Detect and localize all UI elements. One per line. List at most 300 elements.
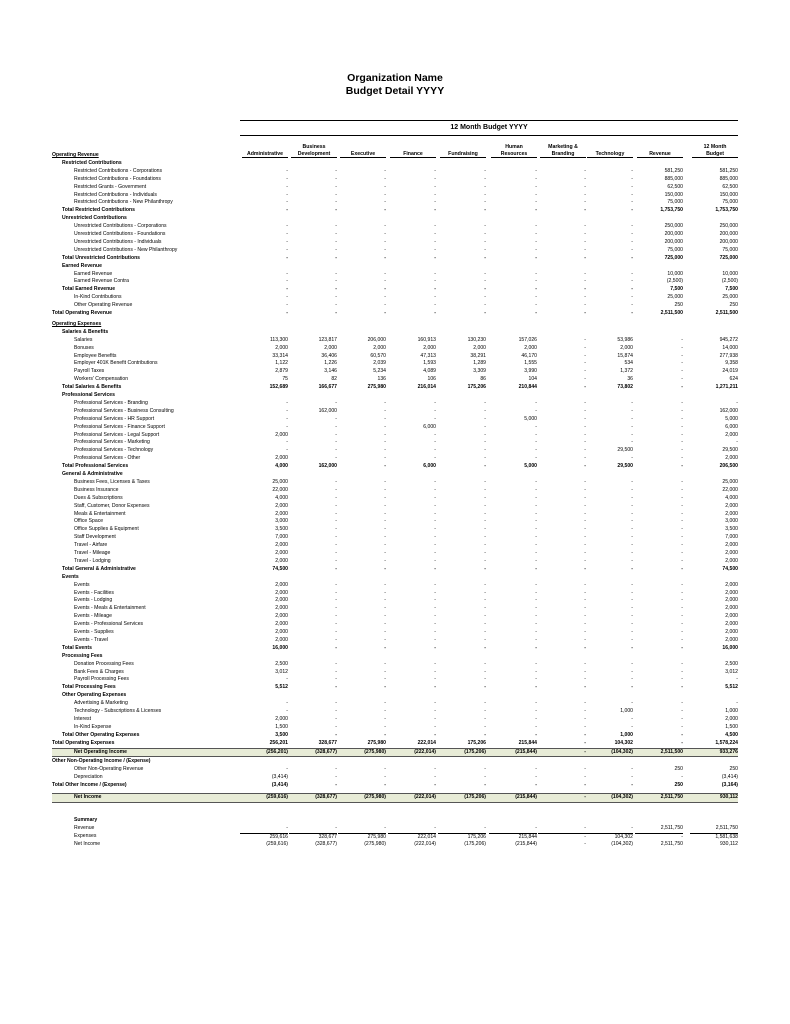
cell-value: - bbox=[335, 605, 337, 612]
row-label: Other Operating Revenue bbox=[74, 302, 133, 309]
cell-value: - bbox=[484, 636, 486, 643]
cell-value: 2,000 bbox=[725, 636, 738, 643]
cell-value: - bbox=[484, 423, 486, 430]
cell-value: 1,753,750 bbox=[660, 207, 683, 214]
cell-value: - bbox=[681, 478, 683, 485]
cell-value: - bbox=[384, 167, 386, 174]
cell-value: - bbox=[535, 175, 537, 182]
cell-value: - bbox=[631, 223, 633, 230]
cell-value: - bbox=[484, 700, 486, 707]
cell-value: - bbox=[584, 597, 586, 604]
cell-value: 1,555 bbox=[524, 360, 537, 367]
table-row bbox=[52, 184, 738, 192]
cell-value: - bbox=[631, 431, 633, 438]
cell-value: - bbox=[631, 589, 633, 596]
cell-value: - bbox=[384, 613, 386, 620]
cell-value: - bbox=[484, 597, 486, 604]
cell-value: - bbox=[434, 629, 436, 635]
cell-value: - bbox=[335, 478, 337, 485]
cell-value: - bbox=[535, 526, 537, 533]
cell-value: 2,000 bbox=[275, 431, 288, 438]
cell-value: - bbox=[584, 384, 586, 391]
cell-value: - bbox=[335, 223, 337, 230]
cell-value: - bbox=[434, 605, 436, 612]
cell-value: - bbox=[484, 278, 486, 285]
table-row bbox=[52, 669, 738, 677]
cell-value: - bbox=[384, 183, 386, 190]
cell-value: (2,500) bbox=[666, 278, 683, 285]
cell-value: - bbox=[584, 794, 586, 800]
table-row bbox=[52, 629, 738, 637]
cell-value: 104 bbox=[528, 376, 537, 383]
cell-value: - bbox=[584, 439, 586, 446]
row-label: Professional Services - Business Consulting bbox=[74, 407, 174, 414]
cell-value: - bbox=[434, 415, 436, 422]
cell-value: - bbox=[681, 518, 683, 525]
cell-value: 2,000 bbox=[725, 629, 738, 635]
cell-value: - bbox=[681, 510, 683, 517]
table-row bbox=[52, 345, 738, 353]
cell-value: - bbox=[681, 589, 683, 596]
cell-value: 4,000 bbox=[275, 463, 288, 470]
cell-value: - bbox=[681, 423, 683, 430]
cell-value: - bbox=[736, 700, 738, 707]
table-row bbox=[52, 708, 738, 716]
row-label: Restricted Contributions - New Philanthropy bbox=[74, 199, 173, 206]
cell-value: - bbox=[535, 708, 537, 714]
row-label: Bank Fees & Charges bbox=[74, 668, 124, 675]
table-row bbox=[52, 310, 738, 318]
row-label: Advertising & Marketing bbox=[74, 700, 128, 707]
table-row bbox=[52, 495, 738, 503]
cell-value: 1,289 bbox=[473, 360, 486, 367]
cell-value: 1,000 bbox=[620, 731, 633, 738]
row-label: Staff, Customer, Donor Expenses bbox=[74, 502, 150, 509]
cell-value: - bbox=[484, 231, 486, 237]
cell-value: - bbox=[535, 231, 537, 237]
cell-value: - bbox=[631, 782, 633, 789]
row-label: Total Restricted Contributions bbox=[62, 207, 135, 214]
row-label: Total General & Administrative bbox=[62, 565, 136, 572]
cell-value: - bbox=[286, 167, 288, 174]
row-label: Events bbox=[62, 573, 79, 580]
cell-value: - bbox=[286, 286, 288, 293]
row-label: Employee Benefits bbox=[74, 352, 117, 359]
cell-value: - bbox=[631, 550, 633, 556]
cell-value: - bbox=[384, 399, 386, 406]
cell-value: 2,000 bbox=[725, 502, 738, 509]
cell-value: - bbox=[335, 207, 337, 214]
cell-value: 2,000 bbox=[725, 431, 738, 438]
cell-value: - bbox=[681, 407, 683, 414]
cell-value: (104,302) bbox=[611, 748, 633, 755]
cell-value: - bbox=[535, 700, 537, 707]
row-label: Events - Travel bbox=[74, 636, 108, 643]
cell-value: 2,000 bbox=[423, 344, 436, 351]
cell-value: 3,990 bbox=[524, 368, 537, 375]
cell-value: - bbox=[484, 589, 486, 596]
table-row bbox=[52, 566, 738, 574]
cell-value: - bbox=[631, 238, 633, 245]
cell-value: 86 bbox=[480, 376, 486, 383]
cell-value: - bbox=[335, 167, 337, 174]
cell-value: - bbox=[384, 510, 386, 517]
table-row bbox=[52, 518, 738, 526]
cell-value: 9,358 bbox=[725, 360, 738, 367]
cell-value: - bbox=[335, 399, 337, 406]
cell-value: - bbox=[681, 439, 683, 446]
cell-value: 725,000 bbox=[664, 254, 683, 261]
cell-value: - bbox=[484, 407, 486, 414]
cell-value: (215,844) bbox=[515, 748, 537, 755]
cell-value: 25,000 bbox=[272, 478, 288, 485]
cell-value: - bbox=[681, 360, 683, 367]
cell-value: (104,302) bbox=[611, 840, 633, 847]
cell-value: - bbox=[681, 684, 683, 691]
cell-value: - bbox=[535, 478, 537, 485]
cell-value: 250 bbox=[729, 302, 738, 309]
cell-value: - bbox=[535, 486, 537, 493]
cell-value: - bbox=[484, 175, 486, 182]
cell-value: - bbox=[484, 774, 486, 781]
cell-value: - bbox=[484, 399, 486, 406]
cell-value: - bbox=[335, 238, 337, 245]
table-row bbox=[52, 692, 738, 700]
table-row bbox=[52, 384, 738, 392]
row-label: Operating Revenue bbox=[52, 152, 99, 158]
cell-value: - bbox=[286, 399, 288, 406]
cell-value: 2,000 bbox=[275, 344, 288, 351]
cell-value: - bbox=[535, 199, 537, 206]
table-row bbox=[52, 278, 738, 286]
cell-value: - bbox=[584, 676, 586, 683]
cell-value: - bbox=[434, 668, 436, 675]
cell-value: - bbox=[384, 478, 386, 485]
cell-value: - bbox=[584, 270, 586, 277]
cell-value: - bbox=[631, 824, 633, 831]
cell-value: - bbox=[384, 407, 386, 414]
cell-value: - bbox=[384, 550, 386, 556]
cell-value: - bbox=[681, 486, 683, 493]
cell-value: - bbox=[535, 167, 537, 174]
cell-value: - bbox=[434, 782, 436, 789]
report-title bbox=[0, 72, 790, 98]
row-label: General & Administrative bbox=[62, 471, 123, 477]
table-row bbox=[52, 463, 738, 471]
cell-value: - bbox=[384, 423, 386, 430]
cell-value: - bbox=[335, 644, 337, 651]
cell-value: - bbox=[631, 723, 633, 730]
cell-value: - bbox=[335, 310, 337, 316]
cell-value: - bbox=[384, 621, 386, 628]
cell-value: - bbox=[584, 766, 586, 773]
table-row bbox=[52, 621, 738, 629]
cell-value: 2,000 bbox=[275, 715, 288, 722]
cell-value: - bbox=[736, 439, 738, 446]
cell-value: (3,164) bbox=[721, 782, 738, 789]
cell-value: - bbox=[584, 715, 586, 722]
cell-value: - bbox=[286, 676, 288, 683]
cell-value: - bbox=[384, 207, 386, 214]
row-label: Total Other Operating Expenses bbox=[62, 731, 140, 738]
table-row bbox=[52, 766, 738, 774]
cell-value: 200,000 bbox=[664, 238, 683, 245]
table-row bbox=[52, 215, 738, 223]
cell-value: 7,000 bbox=[275, 534, 288, 541]
cell-value: - bbox=[286, 191, 288, 198]
cell-value: 1,581,638 bbox=[690, 833, 738, 842]
cell-value: - bbox=[681, 463, 683, 470]
cell-value: 2,000 bbox=[725, 605, 738, 612]
cell-value: (275,980) bbox=[364, 748, 386, 755]
cell-value: 3,000 bbox=[275, 518, 288, 525]
cell-value: 1,593 bbox=[423, 360, 436, 367]
cell-value: - bbox=[681, 557, 683, 564]
table-row bbox=[52, 716, 738, 724]
cell-value: 15,874 bbox=[617, 352, 633, 359]
row-label: Payroll Taxes bbox=[74, 368, 105, 375]
cell-value: - bbox=[434, 231, 436, 237]
cell-value: - bbox=[535, 684, 537, 691]
table-row bbox=[52, 368, 738, 376]
cell-value: - bbox=[584, 352, 586, 359]
cell-value: - bbox=[631, 478, 633, 485]
cell-value: - bbox=[584, 565, 586, 572]
cell-value: 4,000 bbox=[275, 494, 288, 501]
row-label: Total Operating Expenses bbox=[52, 739, 115, 746]
column-header: Marketing & Branding bbox=[540, 141, 586, 158]
cell-value: - bbox=[434, 715, 436, 722]
cell-value: - bbox=[584, 336, 586, 343]
table-row bbox=[52, 661, 738, 669]
cell-value: - bbox=[535, 286, 537, 293]
row-label: Donation Processing Fees bbox=[74, 660, 134, 667]
cell-value: 2,000 bbox=[275, 613, 288, 620]
budget-period-heading: 12 Month Budget YYYY bbox=[240, 120, 738, 136]
cell-value: - bbox=[631, 246, 633, 253]
cell-value: - bbox=[434, 557, 436, 564]
row-label: Restricted Grants - Government bbox=[74, 183, 147, 190]
cell-value: - bbox=[484, 534, 486, 541]
cell-value: - bbox=[584, 254, 586, 261]
cell-value: - bbox=[631, 715, 633, 722]
cell-value: - bbox=[681, 565, 683, 572]
row-label: Operating Expenses bbox=[52, 320, 102, 327]
cell-value: - bbox=[681, 376, 683, 383]
cell-value: - bbox=[631, 191, 633, 198]
cell-value: - bbox=[631, 254, 633, 261]
cell-value: - bbox=[535, 431, 537, 438]
cell-value: - bbox=[484, 207, 486, 214]
cell-value: - bbox=[384, 455, 386, 462]
cell-value: - bbox=[484, 183, 486, 190]
cell-value: - bbox=[335, 526, 337, 533]
cell-value: 3,146 bbox=[324, 368, 337, 375]
cell-value: - bbox=[434, 676, 436, 683]
cell-value: - bbox=[535, 447, 537, 454]
cell-value: - bbox=[631, 644, 633, 651]
row-label: Dues & Subscriptions bbox=[74, 494, 123, 501]
table-row bbox=[52, 247, 738, 255]
row-label: Professional Services - Finance Support bbox=[74, 423, 165, 430]
cell-value: 2,511,750 bbox=[715, 824, 738, 831]
table-row bbox=[52, 700, 738, 708]
cell-value: 2,000 bbox=[725, 621, 738, 628]
cell-value: - bbox=[484, 294, 486, 301]
row-label: Professional Services - Marketing bbox=[74, 439, 150, 446]
table-row bbox=[52, 207, 738, 215]
cell-value: 46,170 bbox=[521, 352, 537, 359]
total-row bbox=[52, 748, 738, 758]
cell-value: - bbox=[384, 286, 386, 293]
table-row bbox=[52, 653, 738, 661]
cell-value: 2,000 bbox=[275, 581, 288, 588]
cell-value: - bbox=[584, 167, 586, 174]
cell-value: 10,000 bbox=[667, 270, 683, 277]
cell-value: - bbox=[335, 613, 337, 620]
cell-value: - bbox=[631, 581, 633, 588]
cell-value: - bbox=[484, 644, 486, 651]
cell-value: 256,201 bbox=[269, 739, 288, 746]
cell-value: - bbox=[286, 302, 288, 309]
cell-value: 277,938 bbox=[719, 352, 738, 359]
cell-value: - bbox=[335, 581, 337, 588]
cell-value: - bbox=[584, 557, 586, 564]
table-row bbox=[52, 353, 738, 361]
cell-value: - bbox=[335, 270, 337, 277]
row-label: Unrestricted Contributions - Corporations bbox=[74, 223, 167, 230]
cell-value: - bbox=[631, 399, 633, 406]
cell-value: 2,000 bbox=[725, 597, 738, 604]
cell-value: - bbox=[434, 431, 436, 438]
cell-value: 2,000 bbox=[275, 597, 288, 604]
cell-value: - bbox=[631, 455, 633, 462]
cell-value: 2,879 bbox=[275, 368, 288, 375]
cell-value: - bbox=[535, 782, 537, 789]
table-row bbox=[52, 534, 738, 542]
cell-value: - bbox=[434, 581, 436, 588]
cell-value: 157,026 bbox=[518, 336, 537, 343]
cell-value: 6,000 bbox=[423, 423, 436, 430]
table-row bbox=[52, 740, 738, 748]
cell-value: 930,112 bbox=[719, 840, 738, 847]
cell-value: - bbox=[384, 302, 386, 309]
cell-value: - bbox=[631, 766, 633, 773]
cell-value: - bbox=[434, 613, 436, 620]
cell-value: - bbox=[681, 352, 683, 359]
cell-value: - bbox=[584, 415, 586, 422]
cell-value: 1,500 bbox=[725, 723, 738, 730]
cell-value: - bbox=[535, 302, 537, 309]
cell-value: - bbox=[484, 766, 486, 773]
row-label: Events bbox=[74, 581, 90, 588]
cell-value: (3,414) bbox=[721, 774, 738, 781]
cell-value: - bbox=[434, 238, 436, 245]
column-header: 12 Month Budget bbox=[692, 141, 738, 158]
cell-value: - bbox=[584, 739, 586, 746]
cell-value: - bbox=[631, 502, 633, 509]
cell-value: 62,500 bbox=[667, 183, 683, 190]
cell-value: - bbox=[484, 731, 486, 738]
cell-value: - bbox=[681, 621, 683, 628]
cell-value: 1,753,750 bbox=[715, 207, 738, 214]
cell-value: - bbox=[434, 191, 436, 198]
cell-value: - bbox=[335, 175, 337, 182]
cell-value: - bbox=[484, 557, 486, 564]
cell-value: - bbox=[484, 621, 486, 628]
cell-value: 2,000 bbox=[275, 605, 288, 612]
cell-value: 534 bbox=[624, 360, 633, 367]
row-label: Total Processing Fees bbox=[62, 684, 116, 691]
cell-value: - bbox=[484, 715, 486, 722]
cell-value: - bbox=[538, 833, 586, 842]
cell-value: 2,000 bbox=[275, 455, 288, 462]
cell-value: - bbox=[535, 565, 537, 572]
row-label: Professional Services bbox=[62, 392, 115, 398]
cell-value: - bbox=[681, 526, 683, 533]
table-row bbox=[52, 487, 738, 495]
cell-value: 74,500 bbox=[722, 565, 738, 572]
cell-value: 215,844 bbox=[518, 739, 537, 746]
row-label: Restricted Contributions - Corporations bbox=[74, 167, 163, 174]
row-label: Business Insurance bbox=[74, 486, 119, 493]
cell-value: - bbox=[584, 782, 586, 789]
cell-value: 3,012 bbox=[275, 668, 288, 675]
cell-value: 2,511,500 bbox=[660, 748, 683, 755]
cell-value: - bbox=[286, 270, 288, 277]
cell-value: - bbox=[535, 605, 537, 612]
row-label: Meals & Entertainment bbox=[74, 510, 126, 517]
table-row bbox=[52, 176, 738, 184]
cell-value: 2,000 bbox=[275, 502, 288, 509]
cell-value: 3,309 bbox=[473, 368, 486, 375]
cell-value: - bbox=[535, 723, 537, 730]
cell-value: 175,206 bbox=[438, 833, 486, 842]
cell-value: - bbox=[434, 644, 436, 651]
table-row bbox=[52, 329, 738, 337]
cell-value: - bbox=[335, 684, 337, 691]
cell-value: - bbox=[535, 597, 537, 604]
row-label: Business Fees, Licenses & Taxes bbox=[74, 478, 150, 485]
cell-value: (275,980) bbox=[364, 794, 386, 800]
cell-value: - bbox=[631, 270, 633, 277]
cell-value: 1,226 bbox=[324, 360, 337, 367]
row-label: Travel - Mileage bbox=[74, 550, 111, 556]
cell-value: - bbox=[286, 310, 288, 316]
cell-value: 2,000 bbox=[725, 613, 738, 620]
cell-value: - bbox=[681, 399, 683, 406]
column-header: Human Resources bbox=[491, 141, 537, 158]
row-label: Events - Lodging bbox=[74, 597, 113, 604]
table-row bbox=[52, 574, 738, 582]
cell-value: - bbox=[384, 684, 386, 691]
cell-value: - bbox=[384, 774, 386, 781]
cell-value: 933,276 bbox=[719, 748, 738, 755]
cell-value: 2,511,750 bbox=[660, 794, 683, 800]
table-row bbox=[52, 360, 738, 368]
cell-value: 1,372 bbox=[620, 368, 633, 375]
cell-value: - bbox=[631, 668, 633, 675]
cell-value: - bbox=[535, 676, 537, 683]
cell-value: - bbox=[535, 294, 537, 301]
cell-value: 62,500 bbox=[722, 183, 738, 190]
column-header: Technology bbox=[587, 141, 633, 158]
cell-value: - bbox=[434, 660, 436, 667]
cell-value: 259,616 bbox=[240, 833, 288, 842]
cell-value: - bbox=[681, 494, 683, 501]
cell-value: - bbox=[681, 660, 683, 667]
cell-value: - bbox=[631, 286, 633, 293]
